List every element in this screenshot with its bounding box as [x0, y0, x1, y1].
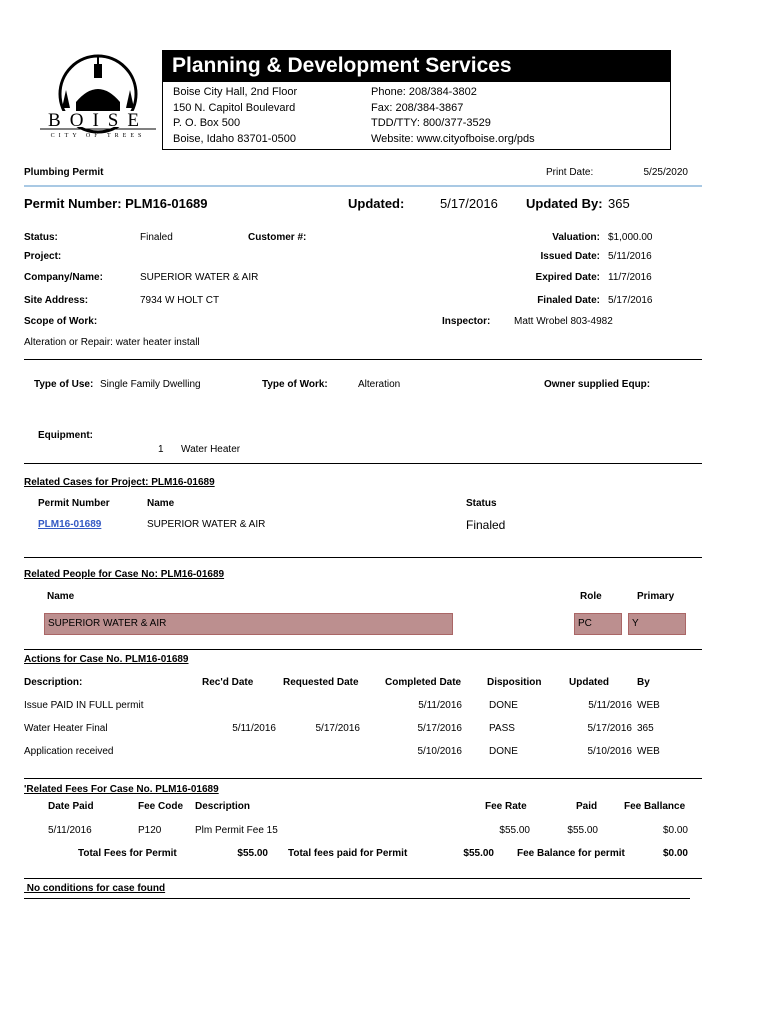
print-date-label: Print Date:: [546, 167, 594, 178]
divider: [24, 649, 702, 650]
action-updated: 5/11/2016: [588, 700, 632, 711]
address-line: Boise City Hall, 2nd Floor: [173, 86, 298, 98]
action-recd-date: 5/11/2016: [232, 723, 276, 734]
address-block: [173, 85, 297, 147]
boise-city-seal-logo: [38, 50, 158, 150]
contact-block: [371, 85, 535, 147]
conditions-text: No conditions for case found: [24, 883, 166, 894]
col-disposition: Disposition: [487, 677, 542, 688]
fee-balance: $0.00: [662, 825, 688, 836]
inspector-label: Inspector:: [442, 316, 491, 327]
col-fee-description: Description: [195, 801, 251, 812]
project-label: Project:: [24, 251, 62, 262]
action-updated: 5/10/2016: [587, 746, 632, 757]
col-status: Status: [466, 498, 497, 509]
finaled-date-label: Finaled Date:: [537, 295, 600, 306]
status-value: Finaled: [140, 232, 173, 243]
valuation-label: Valuation:: [552, 232, 600, 243]
fee-paid: $55.00: [567, 825, 598, 836]
col-fee-rate: Fee Rate: [485, 801, 527, 812]
col-permit-number: Permit Number: [38, 498, 110, 509]
scope-label: Scope of Work:: [24, 316, 98, 327]
related-cases-title: Related Cases for Project: PLM16-01689: [24, 477, 215, 488]
divider: [24, 463, 702, 464]
action-disposition: DONE: [489, 700, 518, 711]
col-paid: Paid: [576, 801, 598, 812]
action-description: Issue PAID IN FULL permit: [24, 700, 144, 711]
title-divider: [24, 185, 702, 187]
col-role: Role: [580, 591, 602, 602]
fee-code: P120: [138, 825, 162, 836]
valuation-value: $1,000.00: [608, 232, 653, 243]
col-people-name: Name: [47, 591, 75, 602]
header-banner: Planning & Development Services: [162, 50, 671, 82]
person-role: PC: [574, 613, 622, 635]
fee-date-paid: 5/11/2016: [48, 825, 92, 836]
equipment-label: Equipment:: [38, 430, 93, 441]
updated-date: 5/17/2016: [440, 196, 498, 211]
col-fee-code: Fee Code: [138, 801, 184, 812]
total-fees: $55.00: [237, 848, 268, 859]
status-label: Status:: [24, 232, 58, 243]
site-address-label: Site Address:: [24, 295, 89, 306]
action-by: WEB: [637, 746, 660, 757]
address-line: 150 N. Capitol Boulevard: [173, 101, 296, 114]
col-requested-date: Requested Date: [283, 677, 359, 688]
type-of-use: Single Family Dwelling: [100, 379, 201, 390]
inspector-value: Matt Wrobel 803-4982: [514, 316, 613, 327]
divider: [24, 557, 702, 558]
scope-text: Alteration or Repair: water heater install: [24, 337, 200, 348]
fee-balance-label: Fee Balance for permit: [517, 848, 625, 859]
fee-balance-total: $0.00: [662, 848, 688, 859]
updated-label: Updated:: [348, 196, 405, 211]
total-paid: $55.00: [463, 848, 494, 859]
document-title: Plumbing Permit: [24, 167, 104, 178]
header-contact-box: [162, 82, 671, 150]
type-of-use-label: Type of Use:: [34, 379, 94, 390]
address-line: Boise, Idaho 83701-0500: [173, 132, 296, 145]
action-updated: 5/17/2016: [587, 723, 632, 734]
address-line: P. O. Box 500: [173, 117, 241, 129]
website-line: Website: www.cityofboise.org/pds: [371, 132, 535, 145]
action-disposition: DONE: [489, 746, 518, 757]
expired-date: 11/7/2016: [608, 272, 652, 283]
site-address: 7934 W HOLT CT: [140, 295, 220, 306]
action-completed-date: 5/17/2016: [417, 723, 462, 734]
case-permit-link[interactable]: PLM16-01689: [38, 519, 102, 530]
permit-number: Permit Number: PLM16-01689: [24, 196, 208, 211]
col-completed-date: Completed Date: [385, 677, 462, 688]
total-fees-label: Total Fees for Permit: [78, 848, 177, 859]
equipment-item: Water Heater: [181, 444, 241, 455]
divider: [24, 778, 702, 779]
divider: [24, 878, 702, 879]
divider: [24, 359, 702, 360]
divider: [24, 898, 690, 899]
fax-line: Fax: 208/384-3867: [371, 101, 464, 114]
type-of-work-label: Type of Work:: [262, 379, 328, 390]
person-name: SUPERIOR WATER & AIR: [44, 613, 453, 635]
action-completed-date: 5/11/2016: [418, 700, 462, 711]
owner-equip-label: Owner supplied Equp:: [544, 379, 651, 390]
customer-label: Customer #:: [248, 232, 307, 243]
col-name: Name: [147, 498, 175, 509]
col-date-paid: Date Paid: [48, 801, 94, 812]
action-description: Application received: [24, 746, 114, 757]
fees-title: 'Related Fees For Case No. PLM16-01689: [24, 784, 219, 795]
action-by: WEB: [637, 700, 660, 711]
tdd-line: TDD/TTY: 800/377-3529: [371, 117, 491, 129]
expired-date-label: Expired Date:: [535, 272, 600, 283]
case-name: SUPERIOR WATER & AIR: [147, 519, 266, 530]
logo-subtext: CITY OF TREES: [50, 133, 146, 139]
issued-date-label: Issued Date:: [540, 251, 600, 262]
action-completed-date: 5/10/2016: [417, 746, 462, 757]
col-recd-date: Rec'd Date: [202, 677, 254, 688]
person-primary: Y: [628, 613, 686, 635]
company-value: SUPERIOR WATER & AIR: [140, 272, 259, 283]
print-date: 5/25/2020: [643, 167, 688, 178]
action-by: 365: [637, 723, 654, 734]
case-status: Finaled: [466, 518, 506, 532]
col-description: Description:: [24, 677, 83, 688]
related-people-title: Related People for Case No: PLM16-01689: [24, 569, 225, 580]
phone-line: Phone: 208/384-3802: [371, 86, 477, 98]
actions-title: Actions for Case No. PLM16-01689: [24, 654, 189, 665]
logo-wordmark: BOISE: [48, 110, 148, 131]
action-requested-date: 5/17/2016: [315, 723, 360, 734]
total-paid-label: Total fees paid for Permit: [288, 848, 408, 859]
issued-date: 5/11/2016: [608, 251, 652, 262]
type-of-work: Alteration: [358, 379, 401, 390]
col-by: By: [637, 677, 650, 688]
fee-rate: $55.00: [499, 825, 530, 836]
company-label: Company/Name:: [24, 272, 103, 283]
action-disposition: PASS: [489, 723, 515, 734]
col-updated: Updated: [569, 677, 609, 688]
equipment-qty: 1: [158, 444, 164, 455]
col-fee-balance: Fee Ballance: [624, 801, 686, 812]
col-primary: Primary: [637, 591, 675, 602]
action-description: Water Heater Final: [24, 723, 108, 734]
updated-by-label: Updated By:: [526, 196, 603, 211]
updated-by: 365: [608, 196, 630, 211]
fee-description: Plm Permit Fee 15: [195, 825, 278, 836]
finaled-date: 5/17/2016: [608, 295, 653, 306]
